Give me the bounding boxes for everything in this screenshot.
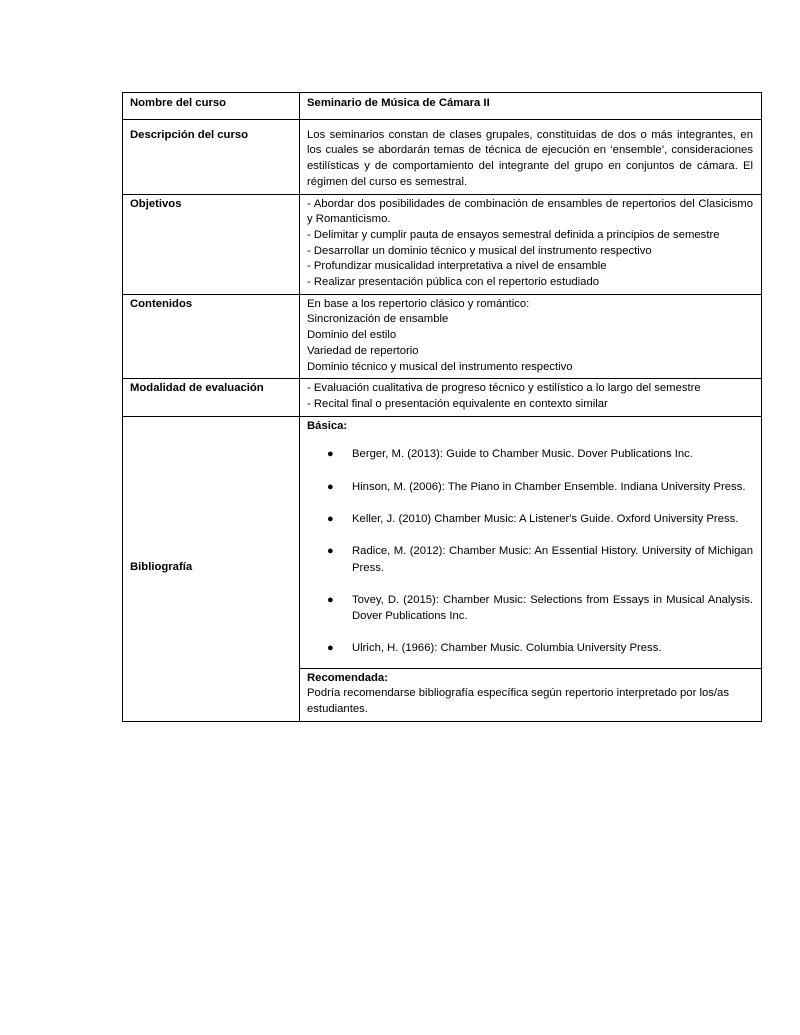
reference-text: Tovey, D. (2015): Chamber Music: Selections from Essays in Musical Analysis. Dover Publications Inc. (352, 593, 753, 623)
recommended-heading: Recomendada: (307, 671, 388, 684)
evaluation-label: Modalidad de evaluación (123, 379, 300, 416)
evaluation-item: - Evaluación cualitativa de progreso técnico y estilístico a lo largo del semestre (307, 382, 701, 395)
row-evaluation (123, 379, 762, 416)
row-course-name (123, 93, 762, 120)
row-contents (123, 294, 762, 379)
reference-text: Hinson, M. (2006): The Piano in Chamber Ensemble. Indiana University Press. (352, 480, 746, 493)
row-bibliography-basic (123, 416, 762, 668)
objective-item: - Desarrollar un dominio técnico y musical del instrumento respectivo (307, 244, 652, 257)
contents-label: Contenidos (123, 294, 300, 379)
list-item (307, 479, 753, 495)
description-label: Descripción del curso (123, 119, 300, 194)
contents-list (300, 294, 762, 379)
contents-item: Variedad de repertorio (307, 344, 419, 357)
reference-text: Berger, M. (2013): Guide to Chamber Music. Dover Publications Inc. (352, 448, 693, 461)
contents-item: Sincronización de ensamble (307, 313, 449, 326)
description-value: Los seminarios constan de clases grupales, constituidas de dos o más integrantes, en los cuales se abordarán temas de técnica de ejecución en ‘ensemble’, consideraciones estilísticas y de comportamiento del integrante del grupo en conjuntos de cámara. El régimen del curso es semestral. (300, 119, 762, 194)
bullet-icon: ● (327, 642, 334, 655)
row-description (123, 119, 762, 194)
bullet-icon: ● (327, 512, 334, 525)
contents-item: Dominio técnico y musical del instrumento respectivo (307, 360, 573, 373)
evaluation-item: - Recital final o presentación equivalente en contexto similar (307, 397, 608, 410)
reference-text: Ulrich, H. (1966): Chamber Music. Columbia University Press. (352, 642, 662, 655)
contents-item: En base a los repertorio clásico y romántico: (307, 297, 530, 310)
reference-text: Keller, J. (2010) Chamber Music: A Listener's Guide. Oxford University Press. (352, 512, 739, 525)
contents-item: Dominio del estilo (307, 329, 397, 342)
objectives-label: Objetivos (123, 194, 300, 294)
list-item (307, 543, 753, 576)
list-item (307, 640, 753, 656)
bibliography-recommended-cell (300, 668, 762, 721)
bullet-icon: ● (327, 480, 334, 493)
list-item (307, 511, 753, 527)
objective-item: - Delimitar y cumplir pauta de ensayos semestral definida a principios de semestre (307, 228, 720, 241)
course-info-table (122, 92, 762, 722)
objectives-list (300, 194, 762, 294)
recommended-text: Podría recomendarse bibliografía específica según repertorio interpretado por los/as estudiantes. (307, 687, 729, 716)
list-item (307, 446, 753, 462)
basic-bibliography-list (307, 446, 753, 656)
course-name-label: Nombre del curso (123, 93, 300, 120)
list-item (307, 592, 753, 625)
basic-heading: Básica: (307, 419, 348, 432)
objective-item: - Realizar presentación pública con el repertorio estudiado (307, 276, 600, 289)
objective-item: - Profundizar musicalidad interpretativa a nivel de ensamble (307, 260, 607, 273)
bullet-icon: ● (327, 448, 334, 461)
bibliography-basic-cell (300, 416, 762, 668)
bullet-icon: ● (327, 545, 334, 558)
course-name-value: Seminario de Música de Cámara II (300, 93, 762, 120)
evaluation-list (300, 379, 762, 416)
objective-item: - Abordar dos posibilidades de combinación de ensambles de repertorios del Clasicismo y Romanticismo. (307, 197, 753, 226)
reference-text: Radice, M. (2012): Chamber Music: An Essential History. University of Michigan Press. (352, 545, 753, 574)
bullet-icon: ● (327, 593, 334, 606)
bibliography-label: Bibliografía (123, 416, 300, 721)
row-objectives (123, 194, 762, 294)
course-program-page (122, 92, 762, 722)
